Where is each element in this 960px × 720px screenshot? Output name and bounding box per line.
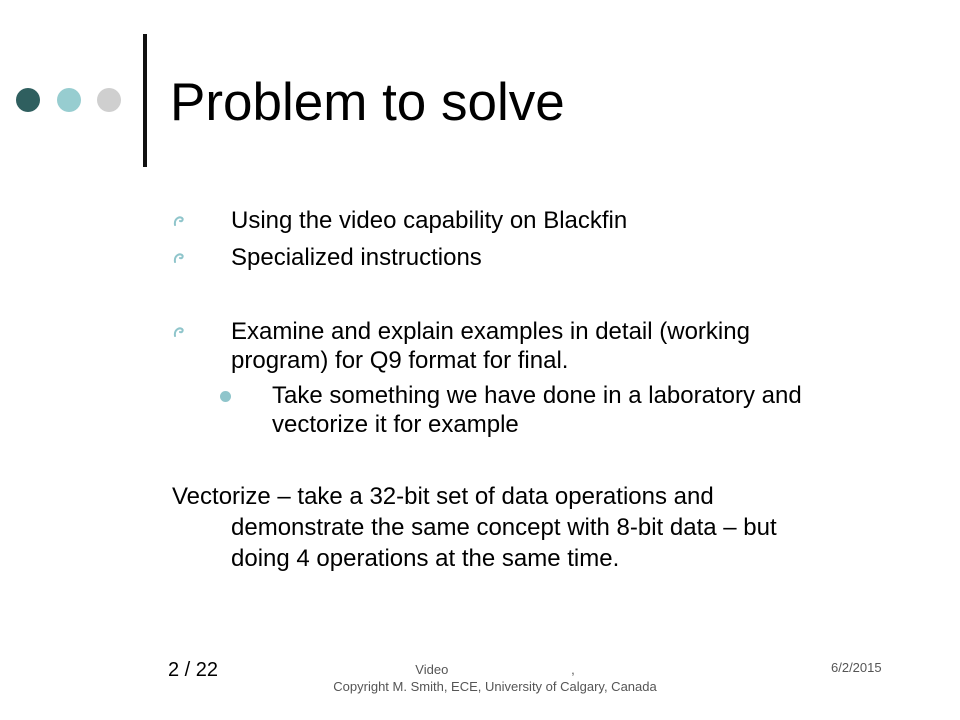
footer-date: 6/2/2015 [831, 660, 882, 675]
page-number: 2 / 22 [168, 659, 219, 681]
footer-line-2: Copyright M. Smith, ECE, University of Calgary, Canada [333, 679, 657, 694]
decor-dot-dark [16, 88, 40, 112]
paragraph-line: demonstrate the same concept with 8-bit data – but [231, 514, 777, 541]
decor-dot-gray [97, 88, 121, 112]
curl-bullet-icon [173, 252, 184, 263]
footer-credit [0, 661, 960, 695]
footer-line-1: Video , [415, 662, 575, 677]
decor-dot-teal [57, 88, 81, 112]
bullet-text-line: program) for Q9 format for final. [231, 347, 569, 374]
paragraph-line: Vectorize – take a 32-bit set of data operations and [172, 483, 714, 510]
sub-bullet-text-line: vectorize it for example [272, 411, 519, 438]
title-divider [143, 34, 147, 167]
curl-bullet-icon [173, 215, 184, 226]
bullet-text: Specialized instructions [231, 244, 482, 271]
bullet-text-line: Examine and explain examples in detail (working [231, 318, 750, 345]
sub-bullet-text-line: Take something we have done in a laboratory and [272, 382, 802, 409]
slide-title: Problem to solve [170, 73, 565, 132]
curl-bullet-icon [173, 326, 184, 337]
bullet-text: Using the video capability on Blackfin [231, 207, 628, 234]
paragraph-line: doing 4 operations at the same time. [231, 545, 620, 572]
dot-bullet-icon [220, 391, 231, 402]
